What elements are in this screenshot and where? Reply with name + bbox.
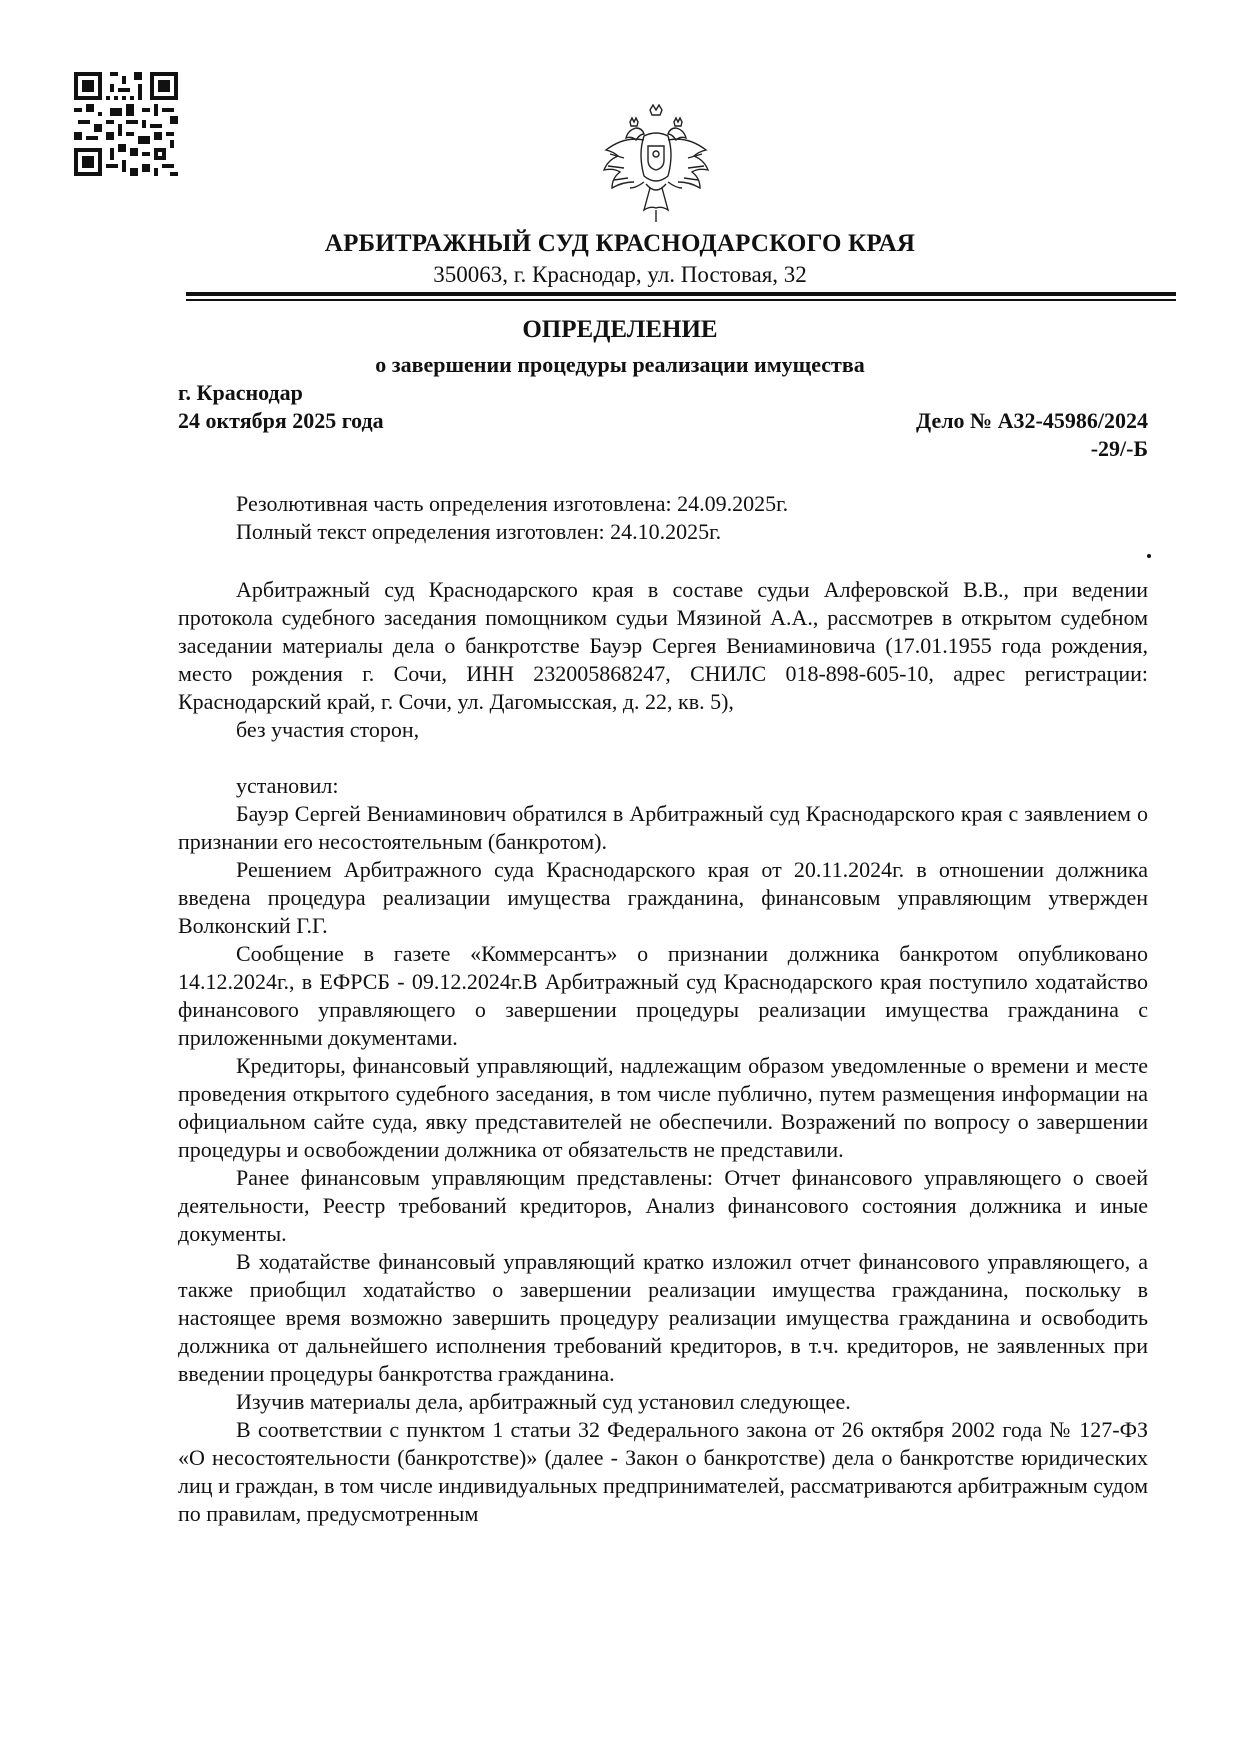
case-number: Дело № А32-45986/2024 [916,408,1148,433]
paragraph: без участия сторон, [236,717,420,742]
city: г. Краснодар [178,380,303,405]
qr-code [74,72,178,176]
document-body [178,490,1148,1528]
paragraph: Арбитражный суд Краснодарского края в составе судьи Алферовской В.В., при ведении протокола судебного заседания помощником судьи Мязиной А.А., рассмотрев в открытом судебном заседании материалы дела о банкротстве Бауэр Сергея Вениаминовича (17.01.1955 года рождения, место рождения г. Сочи, ИНН 232005868247, СНИЛС 018-898-605-10, адрес регистрации: Краснодарский край, г. Сочи, ул. Дагомысская, д. 22, кв. 5), [178,577,1148,714]
paragraph: Кредиторы, финансовый управляющий, надлежащим образом уведомленные о времени и месте проведения открытого судебного заседания, в том числе публично, путем размещения информации на официальном сайте суда, явку представителей не обеспечили. Возражений по вопросу о завершении процедуры и освобождении должника от обязательств не представили. [178,1053,1148,1162]
document-subtitle: о завершении процедуры реализации имущества [375,352,865,377]
paragraph: Ранее финансовым управляющим представлены: Отчет финансового управляющего о своей деятельности, Реестр требований кредиторов, Анализ финансового состояния должника и иные документы. [178,1165,1148,1246]
paragraph: В соответствии с пунктом 1 статьи 32 Федерального закона от 26 октября 2002 года № 127-ФЗ «О несостоятельности (банкротстве)» (далее - Закон о банкротстве) дела о банкротстве юридических лиц и граждан, в том числе индивидуальных предпринимателей, рассматриваются арбитражным судом по правилам, предусмотренным [178,1417,1148,1526]
header-rule-thin [186,299,1176,301]
header-rule-thick [186,292,1176,296]
resolutive-part-date: Резолютивная часть определения изготовлена: 24.09.2025г. [236,491,789,516]
court-address: 350063, г. Краснодар, ул. Постовая, 32 [433,262,807,287]
court-name: АРБИТРАЖНЫЙ СУД КРАСНОДАРСКОГО КРАЯ [324,230,916,257]
paragraph-heading: установил: [236,773,339,798]
paragraph: Решением Арбитражного суда Краснодарского края от 20.11.2024г. в отношении должника введена процедура реализации имущества гражданина, финансовым управляющим утвержден Волконский Г.Г. [178,857,1148,938]
case-number-suffix: -29/-Б [1090,436,1148,461]
full-text-date: Полный текст определения изготовлен: 24.10.2025г. [236,519,722,544]
paragraph: Бауэр Сергей Вениаминович обратился в Арбитражный суд Краснодарского края с заявлением о признании его несостоятельным (банкротом). [178,801,1148,854]
decision-date: 24 октября 2025 года [178,408,384,433]
coat-of-arms-emblem [600,104,712,228]
paragraph: Сообщение в газете «Коммерсантъ» о признании должника банкротом опубликовано 14.12.2024г., в ЕФРСБ - 09.12.2024г.В Арбитражный суд Краснодарского края поступило ходатайство финансового управляющего о завершении процедуры реализации имущества гражданина с приложенными документами. [178,941,1148,1050]
document-title: ОПРЕДЕЛЕНИЕ [522,316,718,343]
paragraph: Изучив материалы дела, арбитражный суд установил следующее. [236,1389,851,1414]
paragraph: В ходатайстве финансовый управляющий кратко изложил отчет финансового управляющего, а также приобщил ходатайство о завершении реализации имущества гражданина, поскольку в настоящее время возможно завершить процедуру реализации имущества гражданина и освободить должника от дальнейшего исполнения требований кредиторов, в т.ч. кредиторов, не заявленных при введении процедуры банкротства гражданина. [178,1249,1148,1386]
